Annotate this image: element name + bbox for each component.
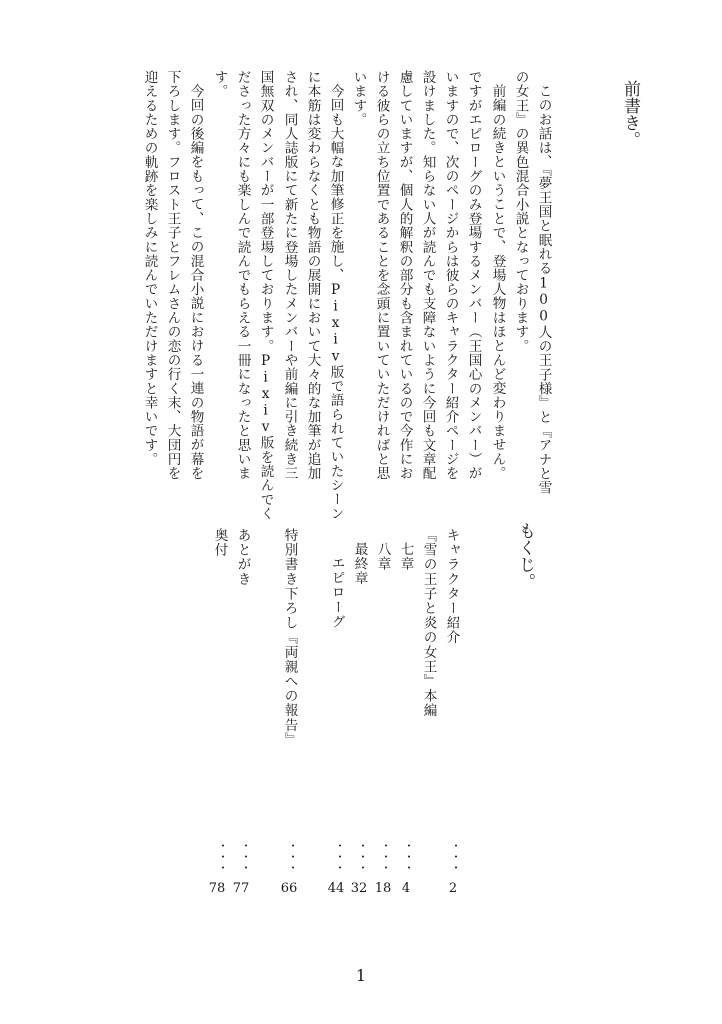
preface-line: の女王』の異色混合小説となっております。 (512, 70, 529, 353)
preface-line: ださった方々にも楽しんで読んでもらえる一冊になったと思いま (234, 70, 251, 481)
preface-line: 今回の後編をもって、この混合小説における一連の物語が幕を (187, 84, 204, 481)
toc-page-number: 18 (374, 881, 392, 896)
preface-line: に本筋は変わらなくとも物語の展開において大々的な加筆が追加 (304, 70, 321, 481)
preface-line: このお話は、『夢王国と眠れる100人の王子様』と『アナと雪 (535, 84, 552, 495)
toc-entry-colophon: 奥付 (211, 528, 228, 558)
toc-page-number: 78 (208, 881, 226, 896)
toc-leader-dots: ・・・ (356, 840, 369, 873)
toc-leader-dots: ・・・ (333, 840, 346, 873)
preface-title: 前書き。 (620, 80, 640, 148)
preface-line: 前編の続きということで、登場人物はほとんど変わりません。 (489, 84, 506, 481)
toc-entry-special: 特別書き下ろし『両親への報告』 (281, 528, 298, 747)
toc-page-number: 66 (280, 881, 298, 896)
toc-leader-dots: ・・・ (402, 840, 415, 873)
toc-leader-dots: ・・・ (449, 840, 462, 873)
preface-line: 設けました。知らない人が読んでも支障ないように今回も文章配 (419, 70, 436, 481)
toc-entry-afterword: あとがき (234, 528, 251, 587)
toc-entry-epilogue: エピローグ (328, 556, 345, 629)
toc-leader-dots: ・・・ (239, 840, 252, 873)
preface-line: 今回も大幅な加筆修正を施し、Pixiv版で語られていたシーン (327, 84, 344, 521)
preface-line: 慮していますが、個人的解釈の部分も含まれているので今作にお (396, 70, 413, 481)
toc-entry-chapter-7: 七章 (397, 542, 414, 572)
toc-page-number: 2 (448, 881, 458, 896)
preface-line: ですがエピローグのみ登場するメンバー（王国心のメンバー）が (465, 70, 482, 481)
toc-entry-final-chapter: 最終章 (351, 542, 368, 586)
preface-line: 下ろします。フロスト王子とフレムさんの恋の行く末、大団円を (164, 70, 181, 481)
preface-line: 迎えるための軌跡を楽しみに読んでいただけますと幸いです。 (141, 70, 158, 467)
toc-leader-dots: ・・・ (216, 840, 229, 873)
toc-page-number: 77 (232, 881, 250, 896)
toc-entry-character-intro: キャラクター紹介 (443, 528, 460, 645)
toc-entry-main-story: 『雪の王子と炎の女王』本編 (420, 528, 437, 718)
preface-line: ける彼らの立ち位置であることを念頭に置いていただければと思 (373, 70, 390, 481)
page-number: 1 (355, 966, 367, 985)
toc-page-number: 4 (401, 881, 411, 896)
preface-line: います。 (350, 70, 367, 127)
preface-line: いますので、次のページからは彼らのキャラクター紹介ページを (442, 70, 459, 481)
preface-line: 国無双のメンバーが一部登場しております。Pixiv版を読んでく (257, 70, 274, 521)
preface-line: され、同人誌版にて新たに登場したメンバーや前編に引き続き三 (281, 70, 298, 481)
toc-leader-dots: ・・・ (379, 840, 392, 873)
toc-entry-chapter-8: 八章 (374, 542, 391, 572)
preface-line: す。 (211, 70, 228, 99)
toc-leader-dots: ・・・ (286, 840, 299, 873)
toc-page-number: 44 (327, 881, 345, 896)
toc-page-number: 32 (350, 881, 368, 896)
toc-title: もくじ。 (515, 522, 535, 590)
